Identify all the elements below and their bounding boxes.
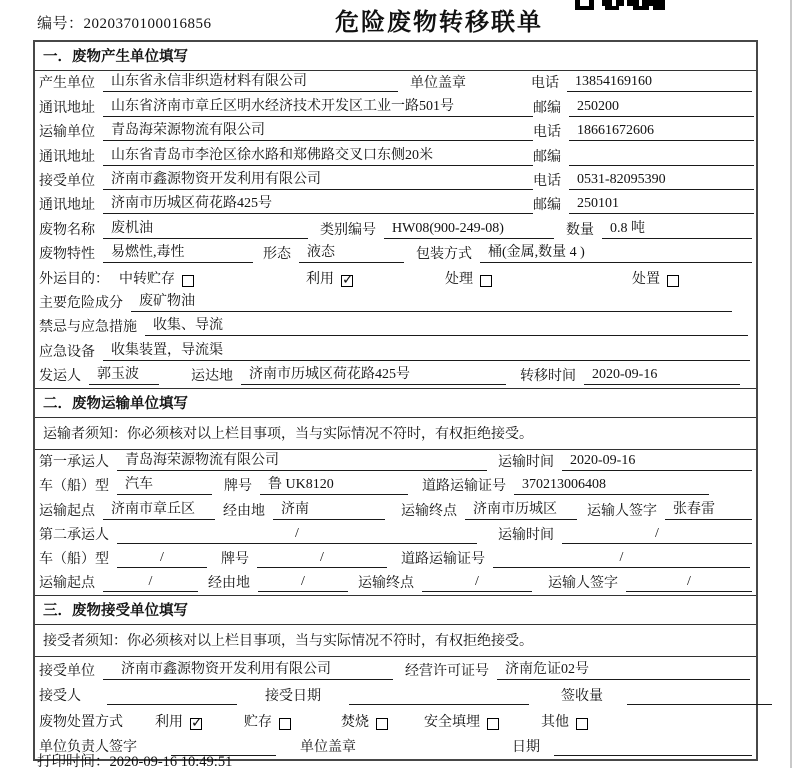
license-label: 经营许可证号 (405, 663, 489, 679)
acceptor-row (35, 683, 756, 709)
producer-phone-value: 13854169160 (567, 72, 752, 92)
option-label: 焚烧 (341, 714, 369, 730)
date-value (554, 737, 752, 756)
via2-value: / (258, 572, 348, 592)
plate1-value: 鲁 UK8120 (260, 475, 408, 495)
serial-label: 编号： (37, 16, 84, 32)
option-label: 安全填埋 (424, 714, 480, 730)
plate2-value: / (257, 548, 387, 568)
road-permit-label: 道路运输证号 (401, 552, 485, 568)
transporter-notice: 运输者须知：你必须核对以上栏目事项，当与实际情况不符时，有权拒绝接受。 (35, 418, 756, 450)
responsible-sign-label: 单位负责人签字 (39, 740, 137, 756)
disposal-option-landfill (424, 711, 499, 731)
purpose-option-treat (445, 268, 492, 288)
checkbox-icon (341, 275, 353, 287)
origin1-value: 济南市章丘区 (103, 500, 215, 520)
carrier-sign2-value: / (626, 572, 752, 592)
end-label: 运输终点 (358, 576, 414, 592)
plate-label: 牌号 (224, 479, 252, 495)
vehicle2-row (35, 547, 756, 571)
quantity-value: 0.8 吨 (602, 219, 752, 239)
waste-name-value: 废机油 (103, 219, 308, 239)
accepting-unit-label: 接受单位 (39, 663, 95, 679)
accepting-unit-row (35, 657, 756, 683)
transport-purpose-row (35, 266, 756, 290)
receiver-notice: 接受者须知：你必须核对以上栏目事项，当与实际情况不符时，有权拒绝接受。 (35, 625, 756, 657)
disposal-method-row (35, 708, 756, 734)
vehicle-type-label: 车（船）型 (39, 552, 109, 568)
address-label: 通讯地址 (39, 198, 95, 214)
form-label: 形态 (263, 247, 291, 263)
vehicle1-row (35, 474, 756, 498)
purpose-option-transfer-storage (119, 268, 194, 288)
producer-row (35, 71, 756, 95)
serial-value: 2020370100016856 (83, 16, 212, 32)
phone-label: 电话 (531, 76, 559, 92)
disposal-option-other (541, 711, 588, 731)
qr-code-fragment (575, 0, 665, 10)
waste-name-label: 废物名称 (39, 222, 95, 238)
address-label: 通讯地址 (39, 100, 95, 116)
plate-label: 牌号 (221, 552, 249, 568)
permit1-value: 370213006408 (514, 475, 709, 495)
checkbox-icon (480, 275, 492, 287)
purpose-option-dispose (632, 268, 679, 288)
destination-value: 济南市历城区荷花路425号 (241, 365, 506, 385)
producer-zip-value: 250200 (569, 97, 754, 117)
category-label: 类别编号 (320, 222, 376, 238)
transporter-zip-value (569, 147, 754, 166)
transport-time1-value: 2020-09-16 (562, 451, 752, 471)
permit2-value: / (493, 548, 750, 568)
carrier-sign-label: 运输人签字 (548, 576, 618, 592)
disposal-option-utilize (155, 711, 202, 731)
transport-time2-value: / (562, 524, 752, 544)
transporter-phone-value: 18661672606 (569, 121, 754, 141)
emergency-measures-row (35, 315, 756, 339)
route1-row (35, 498, 756, 522)
receiver-address-value: 济南市历城区荷花路425号 (103, 194, 533, 214)
emergency-label: 禁忌与应急措施 (39, 320, 137, 336)
disposal-option-storage (244, 711, 291, 731)
equipment-value: 收集装置，导流渠 (103, 341, 750, 361)
section1-title: 一．废物产生单位填写 (35, 42, 756, 71)
checkbox-icon (376, 718, 388, 730)
unit-seal-label: 单位盖章 (300, 740, 356, 756)
receiver-value: 济南市鑫源物资开发利用有限公司 (103, 170, 533, 190)
producer-label: 产生单位 (39, 76, 95, 92)
carrier-sign1-value: 张春雷 (665, 500, 752, 520)
manifest-form (33, 40, 758, 761)
section2-title: 二．废物运输单位填写 (35, 388, 756, 418)
document-header (0, 0, 796, 40)
first-carrier-row (35, 450, 756, 474)
accept-date-label: 接受日期 (265, 689, 321, 705)
transport-time-label: 运输时间 (498, 455, 554, 471)
zip-label: 邮编 (533, 100, 561, 116)
vehicle1-value: 汽车 (117, 475, 212, 495)
option-label: 其他 (541, 714, 569, 730)
origin2-value: / (103, 572, 198, 592)
transporter-row (35, 120, 756, 144)
transporter-address-value: 山东省青岛市李沧区徐水路和郑佛路交叉口东侧20米 (103, 146, 533, 166)
accept-date-value (349, 686, 529, 705)
vehicle2-value: / (117, 548, 207, 568)
checkbox-icon (667, 275, 679, 287)
option-label: 利用 (306, 271, 334, 287)
via-label: 经由地 (208, 576, 250, 592)
carrier1-label: 第一承运人 (39, 455, 109, 471)
category-value: HW08(900-249-08) (384, 219, 554, 239)
waste-characteristics-row (35, 242, 756, 266)
end1-value: 济南市历城区 (465, 500, 577, 520)
equipment-label: 应急设备 (39, 344, 95, 360)
zip-label: 邮编 (533, 198, 561, 214)
disposal-method-label: 废物处置方式 (39, 714, 123, 730)
via-label: 经由地 (223, 503, 265, 519)
via1-value: 济南 (273, 500, 385, 520)
receiver-row (35, 169, 756, 193)
print-time-value: 2020-09-16 10:49:51 (109, 754, 233, 768)
date-label: 日期 (512, 740, 540, 756)
received-qty-value (627, 686, 772, 705)
transporter-value: 青岛海荣源物流有限公司 (103, 121, 533, 141)
option-label: 贮存 (244, 714, 272, 730)
receiver-phone-value: 0531-82095390 (569, 170, 754, 190)
shipper-row (35, 364, 756, 388)
waste-name-row (35, 217, 756, 241)
checkbox-icon (279, 718, 291, 730)
road-permit-label: 道路运输证号 (422, 479, 506, 495)
phone-label: 电话 (533, 173, 561, 189)
carrier2-value: / (117, 524, 477, 544)
quantity-label: 数量 (566, 222, 594, 238)
page-title: 危险废物转移联单 (335, 9, 543, 36)
hazard-components-row (35, 291, 756, 315)
transporter-label: 运输单位 (39, 125, 95, 141)
form-value: 液态 (299, 243, 404, 263)
origin-label: 运输起点 (39, 503, 95, 519)
phone-label: 电话 (533, 125, 561, 141)
hazard-label: 主要危险成分 (39, 295, 123, 311)
option-label: 利用 (155, 714, 183, 730)
route2-row (35, 571, 756, 595)
option-label: 处理 (445, 271, 473, 287)
characteristics-label: 废物特性 (39, 247, 95, 263)
received-qty-label: 签收量 (561, 689, 603, 705)
receiver-label: 接受单位 (39, 173, 95, 189)
receiver-zip-value: 250101 (569, 194, 754, 214)
producer-value: 山东省永信非织造材料有限公司 (103, 72, 398, 92)
accepting-unit-value: 济南市鑫源物资开发利用有限公司 (103, 660, 393, 680)
disposal-option-incinerate (341, 711, 388, 731)
acceptor-value (107, 686, 237, 705)
receiver-address-row (35, 193, 756, 217)
checkbox-icon (190, 718, 202, 730)
carrier2-label: 第二承运人 (39, 527, 109, 543)
purpose-label: 外运目的： (39, 271, 109, 287)
transport-time-label: 运输时间 (498, 527, 554, 543)
option-label: 中转贮存 (119, 271, 175, 287)
end2-value: / (422, 572, 532, 592)
section3-title: 三．废物接受单位填写 (35, 595, 756, 625)
vehicle-type-label: 车（船）型 (39, 479, 109, 495)
serial-number (37, 12, 212, 33)
transfer-time-value: 2020-09-16 (584, 365, 740, 385)
print-time-label: 打印时间： (37, 754, 110, 768)
packing-label: 包装方式 (416, 247, 472, 263)
second-carrier-row (35, 523, 756, 547)
end-label: 运输终点 (401, 503, 457, 519)
transfer-time-label: 转移时间 (520, 369, 576, 385)
shipper-value: 郭玉波 (89, 365, 159, 385)
scan-page-edge (790, 0, 792, 768)
destination-label: 运达地 (191, 369, 233, 385)
option-label: 处置 (632, 271, 660, 287)
carrier-sign-label: 运输人签字 (587, 503, 657, 519)
packing-value: 桶(金属,数量 4 ) (480, 243, 752, 263)
license-value: 济南危证02号 (497, 660, 750, 680)
checkbox-icon (576, 718, 588, 730)
origin-label: 运输起点 (39, 576, 95, 592)
characteristics-value: 易燃性,毒性 (103, 243, 253, 263)
seal-label: 单位盖章 (410, 76, 466, 92)
producer-address-row (35, 95, 756, 119)
transporter-address-row (35, 144, 756, 168)
carrier1-value: 青岛海荣源物流有限公司 (117, 451, 487, 471)
print-time (37, 750, 232, 768)
emergency-equipment-row (35, 339, 756, 363)
address-label: 通讯地址 (39, 149, 95, 165)
shipper-label: 发运人 (39, 369, 81, 385)
zip-label: 邮编 (533, 149, 561, 165)
checkbox-icon (487, 718, 499, 730)
hazard-value: 废矿物油 (131, 292, 732, 312)
acceptor-label: 接受人 (39, 689, 81, 705)
purpose-option-utilize (306, 268, 353, 288)
producer-address-value: 山东省济南市章丘区明水经济技术开发区工业一路501号 (103, 97, 533, 117)
emergency-value: 收集、导流 (145, 316, 748, 336)
qr-row (575, 6, 665, 10)
checkbox-icon (182, 275, 194, 287)
